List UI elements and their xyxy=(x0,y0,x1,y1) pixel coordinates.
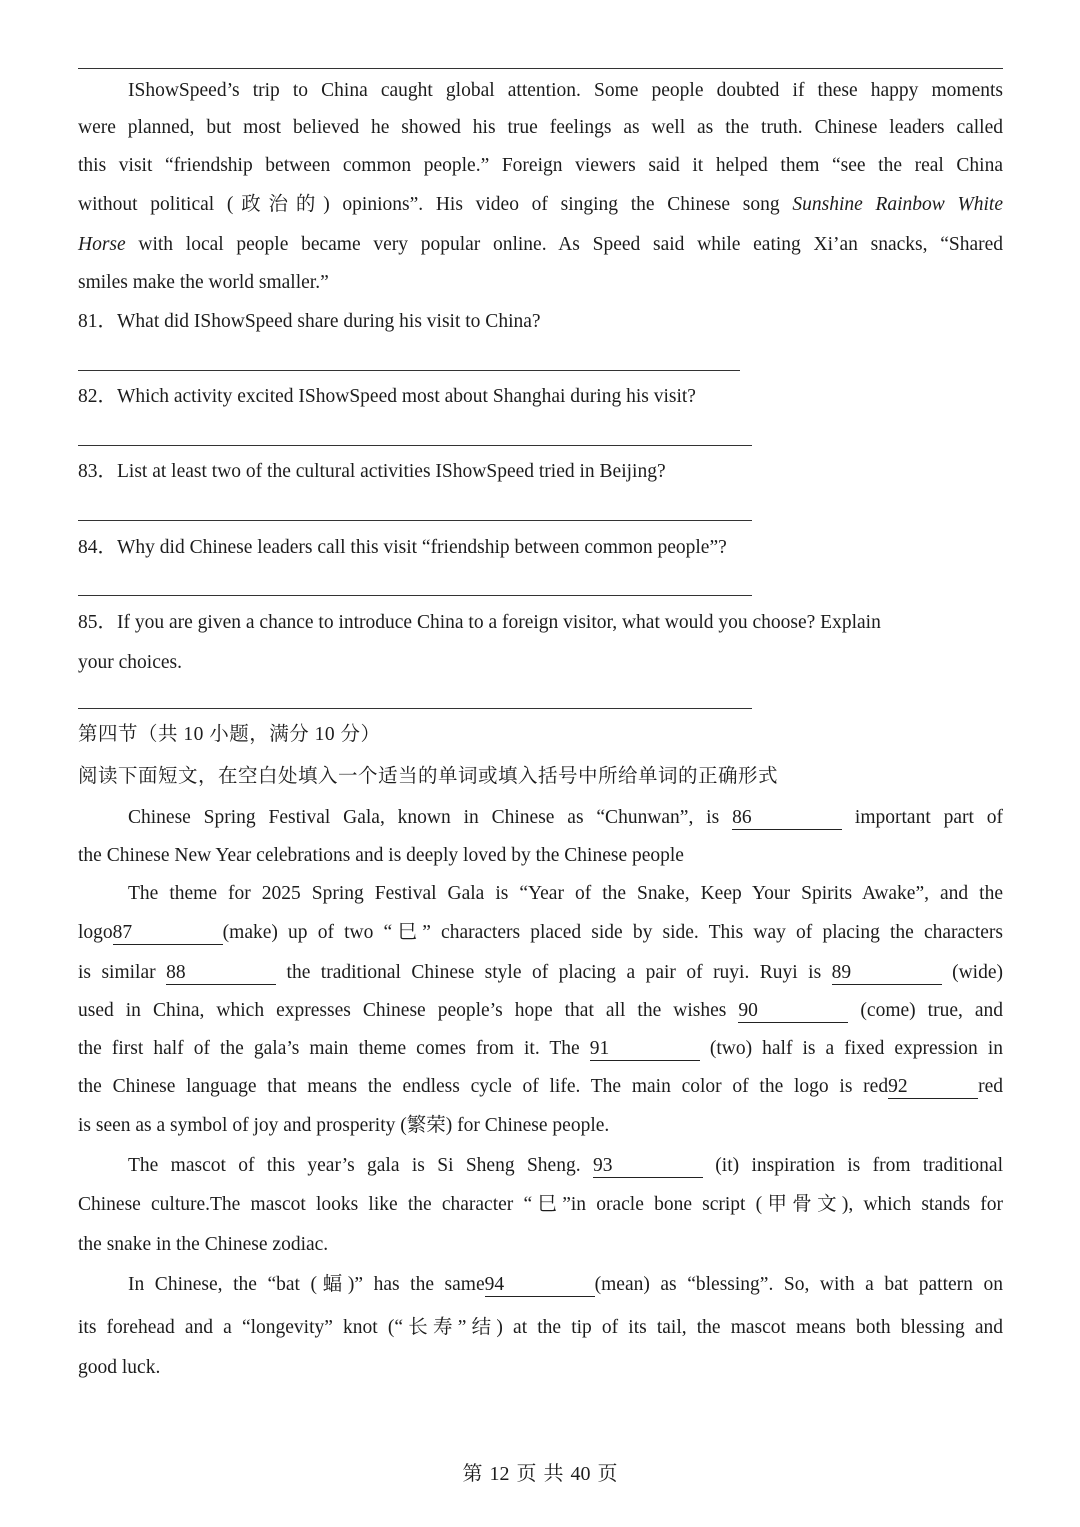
question-number: 82． xyxy=(78,386,118,407)
cloze-line xyxy=(128,1270,1003,1300)
cloze-line xyxy=(78,958,1003,988)
cloze-text: its forehead and a “longevity” knot (“长寿”结) at the tip of its tail, the mascot means both blessing and xyxy=(78,1317,1003,1338)
cloze-text: the first half of the gala’s main theme comes from it. The xyxy=(78,1038,580,1059)
passage-line xyxy=(78,230,1003,260)
blank-90: 90 xyxy=(738,1000,848,1023)
cloze-text: the snake in the Chinese zodiac. xyxy=(78,1234,329,1255)
answer-line-85 xyxy=(78,708,752,709)
cloze-line xyxy=(78,918,1003,948)
cloze-line xyxy=(78,841,1003,871)
blank-87: 87 xyxy=(113,922,223,945)
cloze-text: the traditional Chinese style of placing a pair of ruyi. Ruyi is xyxy=(286,962,822,983)
cloze-line xyxy=(78,1190,1003,1220)
cloze-text: (wide) xyxy=(952,962,1003,983)
cloze-text: (come) true, and xyxy=(860,1000,1004,1021)
cloze-text: is seen as a symbol of joy and prosperity (繁荣) for Chinese people. xyxy=(78,1115,610,1136)
section-instruction xyxy=(78,762,1003,792)
cloze-text: used in China, which expresses Chinese people’s hope that all the wishes xyxy=(78,1000,727,1021)
cloze-text: logo xyxy=(78,922,113,943)
blank-94: 94 xyxy=(485,1274,595,1297)
page-number: 第 12 页 共 40 页 xyxy=(462,1463,618,1485)
question-83 xyxy=(78,457,1003,487)
cloze-line xyxy=(78,996,1003,1026)
question-number: 85． xyxy=(78,612,118,633)
section-heading xyxy=(78,720,1003,750)
question-85 xyxy=(78,608,1003,638)
blank-93: 93 xyxy=(593,1155,703,1178)
passage-text: smiles make the world smaller.” xyxy=(78,272,329,293)
blank-91: 91 xyxy=(590,1038,700,1061)
question-84 xyxy=(78,533,1003,563)
cloze-line xyxy=(78,1313,1003,1343)
question-number: 84． xyxy=(78,537,118,558)
cloze-text: Chinese culture.The mascot looks like the character “巳”in oracle bone script (甲骨文), which stands for xyxy=(78,1194,1003,1215)
cloze-text: good luck. xyxy=(78,1357,161,1378)
blank-92: 92 xyxy=(888,1076,978,1099)
question-82 xyxy=(78,382,1003,412)
cloze-line xyxy=(128,803,1003,833)
question-text: Why did Chinese leaders call this visit “friendship between common people”? xyxy=(117,537,727,558)
cloze-text: the Chinese language that means the endless cycle of life. The main color of the logo is red xyxy=(78,1076,889,1097)
question-text: If you are given a chance to introduce China to a foreign visitor, what would you choose? Explain xyxy=(117,612,881,633)
passage-line xyxy=(128,76,1003,106)
cloze-line xyxy=(78,1353,1003,1383)
blank-88: 88 xyxy=(166,962,276,985)
passage-line xyxy=(78,190,1003,220)
blank-89: 89 xyxy=(832,962,942,985)
question-number: 83． xyxy=(78,461,118,482)
answer-line-81 xyxy=(78,370,740,371)
song-title: Sunshine Rainbow White xyxy=(792,194,1004,215)
passage-text: IShowSpeed’s trip to China caught global attention. Some people doubted if these happy moments xyxy=(128,80,1003,101)
cloze-line xyxy=(78,1034,1003,1064)
cloze-text: Chinese Spring Festival Gala, known in Chinese as “Chunwan”, is xyxy=(128,807,720,828)
question-text: your choices. xyxy=(78,652,182,673)
cloze-text: red xyxy=(978,1076,1003,1097)
cloze-text: The theme for 2025 Spring Festival Gala is “Year of the Snake, Keep Your Spirits Awake”, and the xyxy=(128,883,1003,904)
section-instruction-text: 阅读下面短文，在空白处填入一个适当的单词或填入括号中所给单词的正确形式 xyxy=(78,766,779,787)
passage-line xyxy=(78,268,1003,298)
question-text: What did IShowSpeed share during his visit to China? xyxy=(117,311,541,332)
question-number: 81． xyxy=(78,311,118,332)
cloze-text: (two) half is a fixed expression in xyxy=(709,1038,1004,1059)
passage-text: were planned, but most believed he showed his true feelings as well as the truth. Chinese leaders called xyxy=(78,117,1003,138)
section-heading-text: 第四节（共 10 小题，满分 10 分） xyxy=(78,724,381,745)
cloze-line xyxy=(128,879,1003,909)
passage-line xyxy=(78,151,1003,181)
cloze-line xyxy=(78,1072,1003,1102)
question-85-continuation xyxy=(78,648,1003,678)
cloze-text: (it) inspiration is from traditional xyxy=(715,1155,1004,1176)
passage-text: with local people became very popular online. As Speed said while eating Xi’an snacks, “Shared xyxy=(138,234,1003,255)
question-81 xyxy=(78,307,1003,337)
header-rule xyxy=(78,68,1003,69)
cloze-text: The mascot of this year’s gala is Si Sheng Sheng. xyxy=(128,1155,581,1176)
passage-text: without political (政治的) opinions”. His video of singing the Chinese song xyxy=(78,194,780,215)
passage-text: this visit “friendship between common people.” Foreign viewers said it helped them “see the real China xyxy=(78,155,1003,176)
passage-line xyxy=(78,113,1003,143)
question-text: List at least two of the cultural activities IShowSpeed tried in Beijing? xyxy=(117,461,666,482)
cloze-text: In Chinese, the “bat (蝠)” has the same xyxy=(128,1274,485,1295)
question-text: Which activity excited IShowSpeed most about Shanghai during his visit? xyxy=(117,386,696,407)
answer-line-82 xyxy=(78,445,752,446)
blank-86: 86 xyxy=(732,807,842,830)
cloze-text: the Chinese New Year celebrations and is deeply loved by the Chinese people xyxy=(78,845,684,866)
answer-line-83 xyxy=(78,520,752,521)
song-title: Horse xyxy=(78,234,126,255)
cloze-text: is similar xyxy=(78,962,156,983)
cloze-line xyxy=(78,1111,1003,1141)
cloze-text: important part of xyxy=(854,807,1004,828)
cloze-text: (mean) as “blessing”. So, with a bat pattern on xyxy=(594,1274,1003,1295)
cloze-text: (make) up of two “巳” characters placed side by side. This way of placing the characters xyxy=(222,922,1003,943)
answer-line-84 xyxy=(78,595,752,596)
cloze-line xyxy=(128,1151,1003,1181)
cloze-line xyxy=(78,1230,1003,1260)
